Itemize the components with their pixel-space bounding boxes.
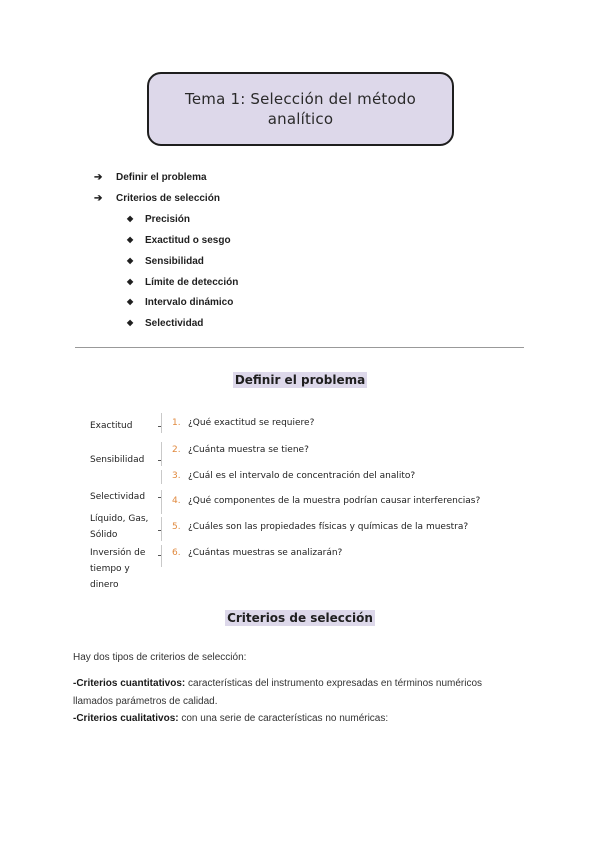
horizontal-divider xyxy=(75,347,524,348)
diamond-bullet-icon: ◆ xyxy=(127,318,134,327)
bracket-tick xyxy=(158,460,161,461)
toc-item-definir xyxy=(94,172,207,183)
label-estado-line2: Sólido xyxy=(90,530,118,540)
toc-item-label: Criterios de selección xyxy=(116,193,220,204)
toc-item-label: Definir el problema xyxy=(116,172,207,183)
criterios-cuantitativos-cont: llamados parámetros de calidad. xyxy=(73,696,218,707)
bracket-tick xyxy=(158,426,161,427)
toc-subitem xyxy=(127,297,233,308)
label-inversion-line3: dinero xyxy=(90,580,119,590)
question-1: 1. ¿Qué exactitud se requiere? xyxy=(172,418,315,428)
intro-paragraph: Hay dos tipos de criterios de selección: xyxy=(73,652,247,663)
label-inversion-line2: tiempo y xyxy=(90,564,130,574)
title-box xyxy=(147,72,454,146)
arrow-icon: ➔ xyxy=(94,193,103,204)
toc-item-criterios xyxy=(94,193,220,204)
bracket-line xyxy=(161,413,162,433)
bracket-tick xyxy=(158,497,161,498)
toc-subitem xyxy=(127,214,190,225)
label-exactitud: Exactitud xyxy=(90,421,133,431)
section-heading-definir: Definir el problema xyxy=(234,373,366,387)
toc-subitem-label: Selectividad xyxy=(145,318,204,329)
bracket-line xyxy=(161,490,162,514)
question-3: 3. ¿Cuál es el intervalo de concentración del analito? xyxy=(172,471,416,481)
criterios-cualitativos: -Criterios cualitativos: con una serie de características no numéricas: xyxy=(73,713,389,724)
question-2: 2. ¿Cuánta muestra se tiene? xyxy=(172,445,309,455)
toc-subitem xyxy=(127,318,203,329)
toc-subitem-label: Límite de detección xyxy=(145,277,239,288)
toc-subitem xyxy=(127,277,238,288)
diamond-bullet-icon: ◆ xyxy=(127,297,134,306)
toc-subitem xyxy=(127,235,231,246)
label-inversion-line1: Inversión de xyxy=(90,548,146,558)
bracket-line xyxy=(161,470,162,484)
diamond-bullet-icon: ◆ xyxy=(127,214,134,223)
bracket-line xyxy=(161,442,162,466)
diamond-bullet-icon: ◆ xyxy=(127,256,134,265)
label-estado-line1: Líquido, Gas, xyxy=(90,514,149,524)
title-line-1: Tema 1: Selección del método xyxy=(185,90,416,108)
bracket-line xyxy=(161,545,162,567)
label-selectividad: Selectividad xyxy=(90,492,146,502)
bracket-line xyxy=(161,517,162,541)
toc-subitem xyxy=(127,256,204,267)
toc-subitem-label: Sensibilidad xyxy=(145,256,204,267)
toc-subitem-label: Exactitud o sesgo xyxy=(145,235,231,246)
question-4: 4. ¿Qué componentes de la muestra podrían causar interferencias? xyxy=(172,496,481,506)
bracket-tick xyxy=(158,555,161,556)
toc-subitem-label: Precisión xyxy=(145,214,191,225)
question-6: 6. ¿Cuántas muestras se analizarán? xyxy=(172,548,343,558)
criterios-cuantitativos: -Criterios cuantitativos: características del instrumento expresadas en términos numéricos xyxy=(73,678,483,689)
toc-subitem-label: Intervalo dinámico xyxy=(145,297,234,308)
diamond-bullet-icon: ◆ xyxy=(127,235,134,244)
question-5: 5. ¿Cuáles son las propiedades físicas y químicas de la muestra? xyxy=(172,522,469,532)
title-line-2: analítico xyxy=(267,110,334,128)
arrow-icon: ➔ xyxy=(94,172,103,183)
diamond-bullet-icon: ◆ xyxy=(127,277,134,286)
section-heading-criterios: Criterios de selección xyxy=(227,611,373,625)
bracket-tick xyxy=(158,530,161,531)
label-sensibilidad: Sensibilidad xyxy=(90,455,145,465)
